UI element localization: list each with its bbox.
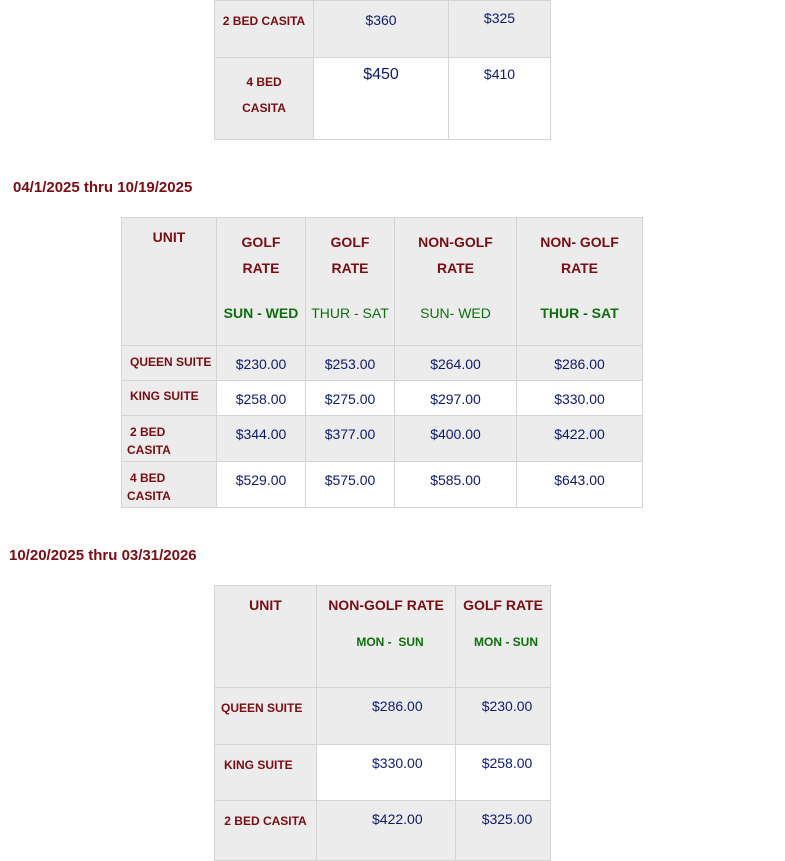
col-header-golf-thur-sat: GOLF RATE THUR - SAT [306,218,395,346]
unit-cell: 2 BED CASITA [215,801,317,861]
unit-cell: 4 BED CASITA [122,462,217,508]
rate-cell: $360 [314,1,449,58]
rate-cell: $422.00 [317,801,456,861]
col-header-nongolf: NON-GOLF RATE MON - SUN [317,586,456,688]
rate-cell: $450 [314,58,449,140]
table-row [215,1,551,58]
table-row [122,346,643,381]
season-date-heading: 04/1/2025 thru 10/19/2025 [13,179,193,196]
rate-cell: $422.00 [517,416,643,462]
rate-cell: $297.00 [395,381,517,416]
rate-cell: $275.00 [306,381,395,416]
unit-cell: KING SUITE [122,381,217,416]
rates-table-summer [121,217,643,508]
unit-header: UNIT [215,586,317,688]
unit-cell: QUEEN SUITE [122,346,217,381]
rate-cell: $585.00 [395,462,517,508]
rate-cell: $377.00 [306,416,395,462]
rates-table-top [214,0,551,140]
table-row [215,745,551,801]
col-header-nongolf-thur-sat: NON- GOLF RATE THUR - SAT [517,218,643,346]
unit-cell: 4 BED CASITA [215,58,314,140]
rate-cell: $575.00 [306,462,395,508]
unit-header: UNIT [122,218,217,346]
unit-cell: 2 BED CASITA [215,1,314,58]
rate-cell: $400.00 [395,416,517,462]
col-header-nongolf-sun-wed: NON-GOLF RATE SUN- WED [395,218,517,346]
rate-cell: $230.00 [456,688,551,745]
season-date-heading: 10/20/2025 thru 03/31/2026 [9,547,197,564]
table-row [215,801,551,861]
rate-cell: $264.00 [395,346,517,381]
rate-cell: $258.00 [217,381,306,416]
unit-cell: KING SUITE [215,745,317,801]
rate-cell: $643.00 [517,462,643,508]
rate-cell: $529.00 [217,462,306,508]
rate-cell: $330.00 [517,381,643,416]
rates-table-winter [214,585,551,861]
rate-cell: $344.00 [217,416,306,462]
table-header-row [215,586,551,688]
unit-cell: QUEEN SUITE [215,688,317,745]
rate-cell: $253.00 [306,346,395,381]
table-row [122,381,643,416]
table-row [122,416,643,462]
unit-cell: 2 BED CASITA [122,416,217,462]
rate-cell: $325.00 [456,801,551,861]
rate-cell: $230.00 [217,346,306,381]
table-row [215,688,551,745]
table-row [122,462,643,508]
table-header-row [122,218,643,346]
rate-cell: $286.00 [317,688,456,745]
col-header-golf-sun-wed: GOLF RATE SUN - WED [217,218,306,346]
rate-cell: $258.00 [456,745,551,801]
rate-cell: $330.00 [317,745,456,801]
rate-cell: $286.00 [517,346,643,381]
col-header-golf: GOLF RATE MON - SUN [456,586,551,688]
table-row [215,58,551,140]
rate-cell: $410 [449,58,551,140]
rate-cell: $325 [449,1,551,58]
